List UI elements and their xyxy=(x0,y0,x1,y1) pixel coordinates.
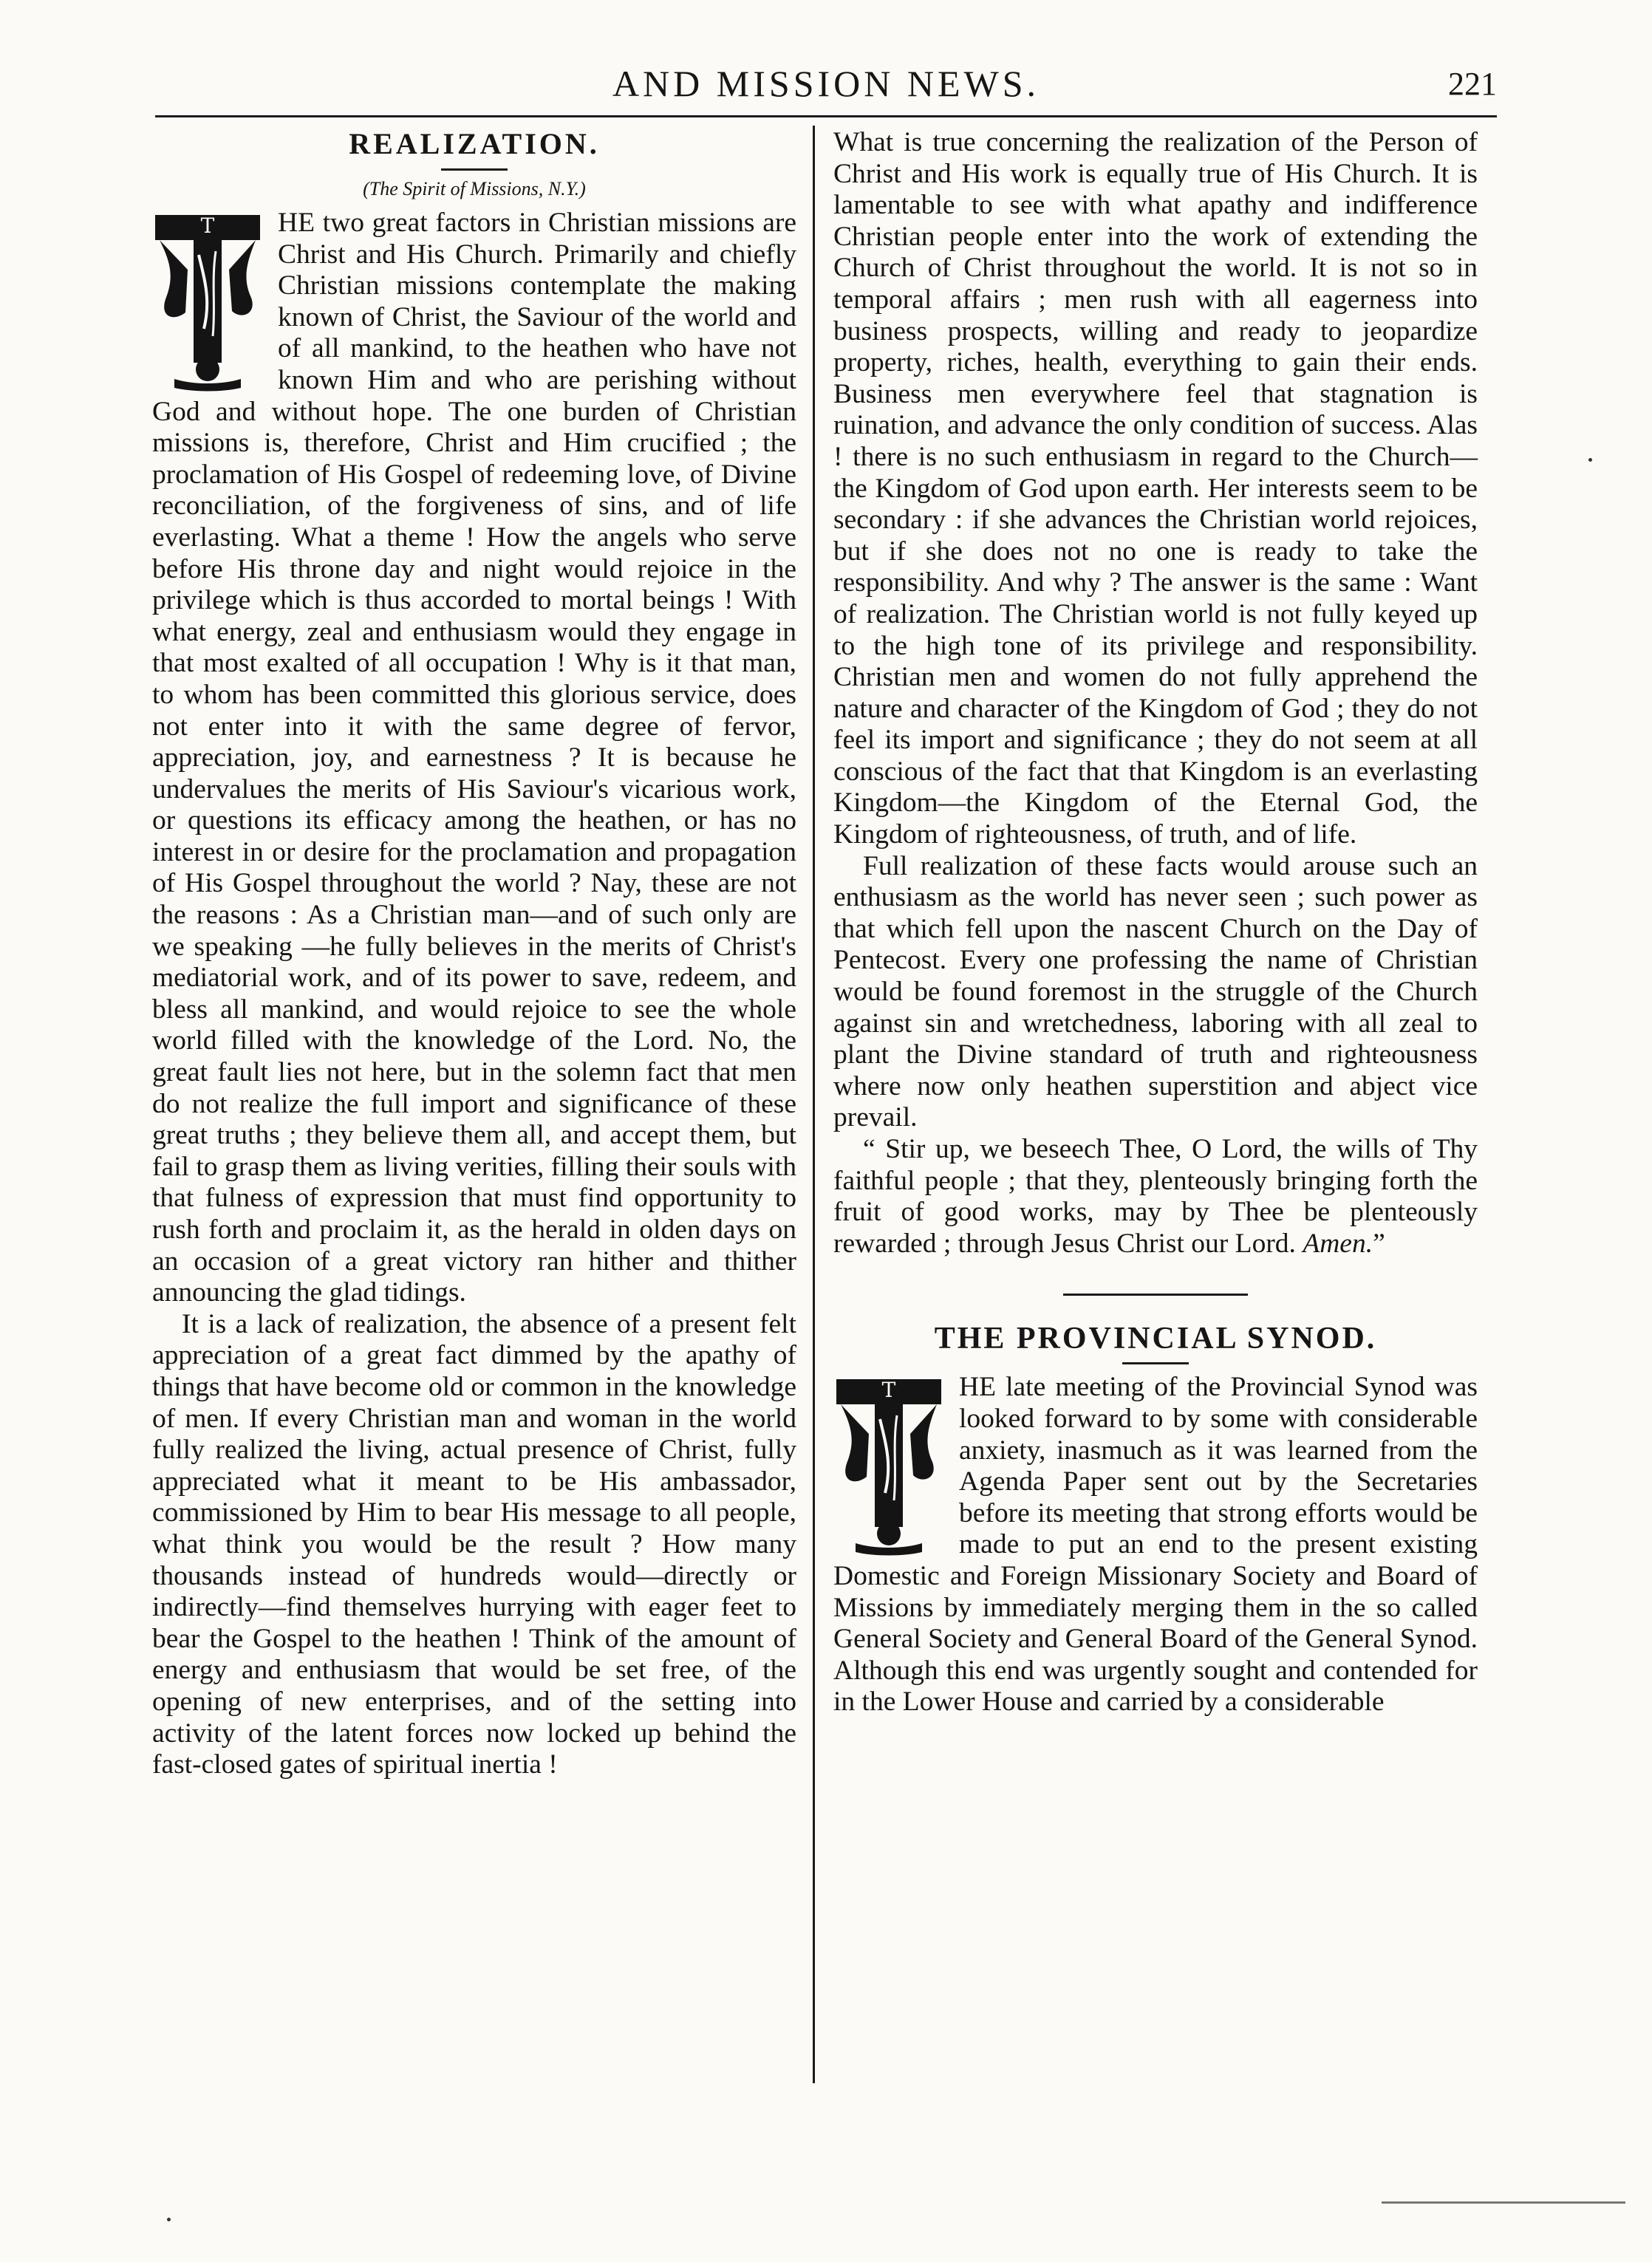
article-title-provincial-synod: THE PROVINCIAL SYNOD. xyxy=(934,1322,1377,1356)
section-divider xyxy=(1063,1294,1248,1296)
collect-text: “ Stir up, we beseech Thee, O Lord, the wills of Thy faithful people ; that they, plenteously bringing forth the fruit of good works, may by Thee be plenteously rewarded ; through Jesus Christ our Lord. xyxy=(833,1134,1478,1259)
column-divider xyxy=(813,126,815,2083)
article-paragraph: It is a lack of realization, the absence of a present felt appreciation of a great fact dimmed by the apathy of things that have become old or common in the knowledge of men. If every Christian man and woman in the world fully realized the living, actual presence of Christ, fully appreciated what it meant to be His ambassador, commissioned by Him to bear His message to all people, what think you would be the result ? How many thousands instead of hundreds would—directly or indirectly—find themselves hurrying with eager feet to bear the Gospel to the heathen ! Think of the amount of energy and enthusiasm that would be set free, of the opening of new enterprises, and of the setting into activity of the latent forces now locked up behind the fast-closed gates of spiritual inertia ! xyxy=(152,1308,796,1780)
title-rule xyxy=(1122,1362,1189,1364)
corner-rule xyxy=(1382,2201,1625,2204)
collect-amen: Amen. xyxy=(1303,1228,1373,1259)
collect-close-quote: ” xyxy=(1373,1228,1385,1259)
article-paragraph: Full realization of these facts would arouse such an enthusiasm as the world has never seen ; such power as that which fell upon the nascent Church on the Day of Pentecost. Every one professing the name of Christian would be found foremost in the struggle of the Church against sin and wretchedness, laboring with all zeal to plant the Divine standard of truth and righteousness where now only heathen superstition and abject vice prevail. xyxy=(833,850,1478,1133)
article-paragraph: HE late meeting of the Provincial Synod was looked forward to by some with considerable anxiety, inasmuch as it was learned from the Agenda Paper sent out by the Secretaries before its meeting that strong efforts would be made to put an end to the present existing Domestic and Foreign Missionary Society and Board of Missions by immediately merging them in the so called General Society and General Board of the General Synod. Although this end was urgently sought and contended for in the Lower House and carried by a considerable xyxy=(833,1372,1478,1718)
dropcap-ornament xyxy=(833,1375,944,1559)
article-paragraph: HE two great factors in Christian missions are Christ and His Church. Primarily and chiefly Christian missions contemplate the making known of Christ, the Saviour of the world and of all mankind, to the heathen who have not known Him and who are perishing without God and without hope. The one burden of Christian missions is, therefore, Christ and Him crucified ; the proclamation of His Gospel of redeeming love, of Divine reconciliation, of the forgiveness of sins, and of life everlasting. What a theme ! How the angels who serve before His throne day and night would rejoice in the privilege which is thus accorded to mortal beings ! With what energy, zeal and enthusiasm would they engage in that most exalted of all occupation ! Why is it that man, to whom has been committed this glorious service, does not enter into it with the same degree of fervor, appreciation, joy, and earnestness ? It is because he undervalues the merits of His Saviour's vicarious work, or questions its efficacy among the heathen, or has no interest in or desire for the proclamation and propagation of His Gospel throughout the world ? Nay, these are not the reasons : As a Christian man—and of such only are we speaking —he fully believes in the merits of Christ's mediatorial work, and of its power to save, redeem, and bless all mankind, and would rejoice to see the whole world filled with the knowledge of the Lord. No, the great fault lies not here, but in the solemn fact that men do not realize the full import and significance of these great truths ; they believe them all, and accept them, but fail to grasp them as living verities, filling their souls with that fulness of expression that must find opportunity to rush forth and proclaim it, as the herald in olden days on an occasion of a great victory ran hither and thither announcing the glad tidings. xyxy=(152,208,796,1308)
article-source: (The Spirit of Missions, N.Y.) xyxy=(363,178,586,199)
article-title-realization: REALIZATION. xyxy=(349,127,600,160)
running-title: AND MISSION NEWS. xyxy=(612,63,1040,104)
title-rule xyxy=(441,168,508,171)
print-speck xyxy=(1588,458,1592,462)
page-header xyxy=(155,52,1497,117)
dropcap-ornament xyxy=(152,211,263,395)
right-column xyxy=(833,127,1478,1718)
collect-paragraph xyxy=(833,1134,1478,1260)
print-speck xyxy=(167,2218,171,2221)
dropcap-letter: T xyxy=(200,213,215,238)
ornamental-letter-t-icon xyxy=(152,211,263,395)
ornamental-letter-t-icon xyxy=(833,1375,944,1559)
page-number: 221 xyxy=(1448,66,1497,102)
article-paragraph: What is true concerning the realization of the Person of Christ and His work is equally true of His Church. It is lamentable to see with what apathy and indifference Christian people enter into the work of extending the Church of Christ throughout the world. It is not so in temporal affairs ; men rush with all eagerness into business prospects, willing and ready to jeopardize property, riches, health, everything to gain their ends. Business men everywhere feel that stagnation is ruination, and advance the only condition of success. Alas ! there is no such enthusiasm in regard to the Church—the Kingdom of God upon earth. Her interests seem to be secondary : if she advances the Christian world rejoices, but if she does not no one is ready to take the responsibility. And why ? The answer is the same : Want of realization. The Christian world is not fully keyed up to the high tone of its privilege and responsibility. Christian men and women do not fully apprehend the nature and character of the Kingdom of God ; they do not feel its import and significance ; they do not seem at all conscious of the fact that that Kingdom is an everlasting Kingdom—the Kingdom of the Eternal God, the Kingdom of righteousness, of truth, and of life. xyxy=(833,127,1478,850)
left-column xyxy=(152,127,796,1781)
dropcap-letter: T xyxy=(881,1378,896,1403)
